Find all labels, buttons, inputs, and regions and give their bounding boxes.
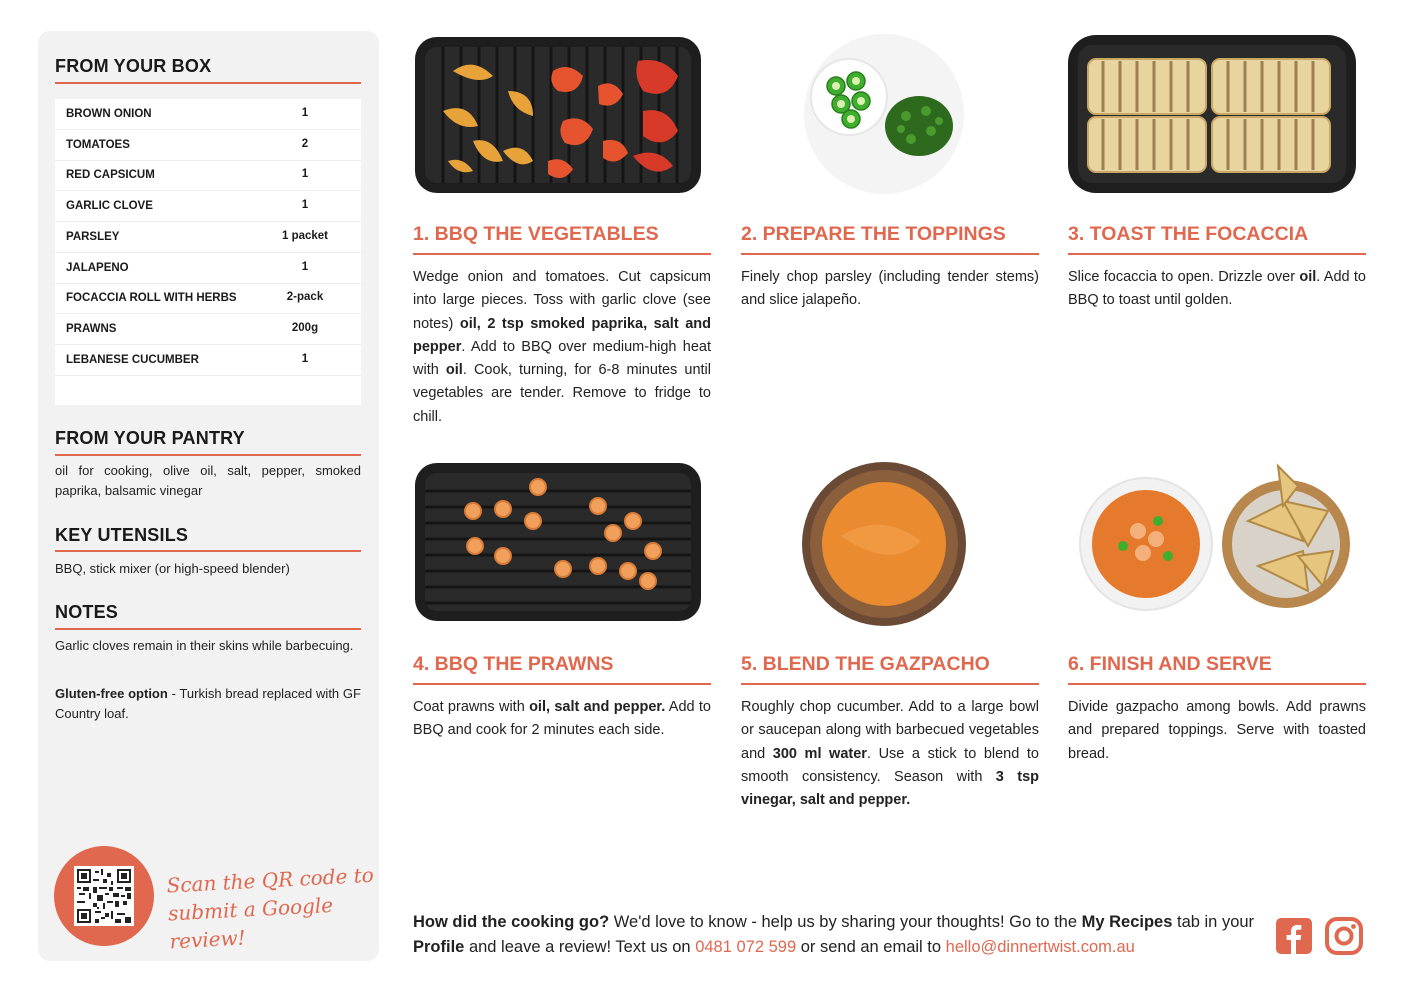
step-text-segment: Coat prawns with [413,699,530,715]
gazpacho-image [741,461,1039,631]
review-text-2: tab in your [1172,913,1255,931]
qr-caption-line2: submit a Google review! [167,892,334,954]
ingredient-quantity: 1 [301,107,309,119]
ingredient-name: JALAPENO [66,261,129,274]
step-rule [413,253,711,255]
ingredient-quantity: 200g [291,321,319,334]
review-text-1: We'd love to know - help us by sharing your thoughts! Go to the [609,913,1082,931]
note-garlic: Garlic cloves remain in their skins while barbecuing. [55,638,354,653]
note-gluten-free-label: Gluten-free option [55,686,168,701]
step-2 [741,31,1039,431]
step-3-title: 3. TOAST THE FOCACCIA [1068,223,1309,245]
step-text-bold: oil, salt and pepper. [529,699,666,715]
ingredient-name: RED CAPSICUM [66,169,155,182]
ingredient-row [55,314,361,345]
bbq-vegetables-image [413,31,711,201]
utensils-text: BBQ, stick mixer (or high-speed blender) [55,561,290,576]
ingredient-row [55,160,361,191]
step-4 [413,461,711,821]
ingredient-row [55,222,361,253]
step-5-text [741,696,1039,812]
step-text-bold: 300 ml water [772,745,867,762]
step-text-bold: 3 tsp vinegar, salt and pepper. [741,768,1040,809]
step-6 [1068,461,1366,821]
review-text-3: and leave a review! Text us on [464,938,696,956]
email-link[interactable]: hello@dinnertwist.com.au [945,938,1135,956]
ingredient-row [55,99,361,130]
step-rule [1068,253,1366,255]
step-text-segment: Slice focaccia to open. Drizzle over [1068,269,1300,285]
step-1-title: 1. BBQ THE VEGETABLES [413,223,659,245]
step-2-text [741,266,1039,313]
step-text-segment: Add to BBQ and cook for 2 minutes each side. [413,699,711,739]
step-4-text [413,696,711,743]
phone-number-link[interactable]: 0481 072 599 [695,938,797,956]
review-text-4: or send an email to [796,938,946,956]
ingredient-row [55,283,361,314]
ingredient-quantity: 1 packet [281,229,329,242]
step-rule [413,683,711,685]
ingredient-row [55,345,361,376]
toast-focaccia-image [1068,31,1366,201]
qr-code-icon [77,869,131,923]
note-gluten-free [55,684,361,724]
step-text-segment: . Add to BBQ over medium-high heat with [413,338,711,379]
step-rule [1068,683,1366,685]
ingredient-quantity: 1 [301,260,309,273]
heading-rule [55,550,361,552]
step-5 [741,461,1039,821]
ingredient-quantity: 1 [301,168,309,181]
step-text-segment: . Use a stick to blend to smooth consistency. Season with [741,745,1039,785]
heading-rule [55,628,361,630]
step-text-segment: Roughly chop cucumber. Add to a large bowl or saucepan along with barbecued vegetables and [741,699,1039,762]
review-question: How did the cooking go? [413,913,610,931]
step-text-segment: Finely chop parsley (including tender stems) and slice jalapeño. [741,269,1039,309]
ingredient-quantity: 1 [301,199,309,212]
ingredient-name: GARLIC CLOVE [66,200,153,213]
heading-rule [55,82,361,84]
notes-heading: NOTES [55,602,119,622]
instagram-icon[interactable] [1325,917,1363,955]
qr-code[interactable] [74,866,134,926]
step-5-title: 5. BLEND THE GAZPACHO [741,653,990,675]
from-your-box-heading: FROM YOUR BOX [55,56,212,76]
key-utensils-heading: KEY UTENSILS [55,525,189,545]
step-text-segment: Wedge onion and tomatoes. Cut capsicum into large pieces. Toss with garlic clove (see notes) [413,269,711,332]
ingredient-quantity: 2 [301,137,309,150]
step-6-text [1068,696,1366,766]
heading-rule [55,454,361,456]
step-text-bold: oil, 2 tsp smoked paprika, salt and pepper [413,315,711,355]
step-text-bold: oil [1299,269,1317,285]
ingredient-quantity: 2-pack [286,291,324,304]
ingredient-quantity: 1 [301,352,309,365]
ingredient-row [55,130,361,161]
step-rule [741,683,1039,685]
ingredient-name: TOMATOES [66,138,130,151]
sidebar [38,31,379,961]
from-your-pantry-heading: FROM YOUR PANTRY [55,428,245,448]
ingredient-name: PRAWNS [66,322,117,335]
qr-code-badge[interactable] [54,846,154,946]
step-1-text [413,266,711,429]
step-text-segment: . Add to BBQ to toast until golden. [1068,269,1366,309]
ingredient-name: FOCACCIA ROLL WITH HERBS [66,292,237,305]
note-gluten-free-text: - Turkish bread replaced with GF Country loaf. [55,686,361,721]
facebook-icon[interactable] [1275,917,1313,955]
step-text-bold: oil [445,362,463,379]
ingredient-row [55,191,361,222]
step-rule [741,253,1039,255]
ingredient-row [55,253,361,284]
step-1 [413,31,711,431]
ingredients-table [55,99,361,405]
pantry-text: oil for cooking, olive oil, salt, pepper, smoked paprika, balsamic vinegar [55,463,361,498]
bbq-prawns-image [413,461,711,631]
finish-serve-image [1068,461,1366,631]
review-prompt [413,910,1263,960]
step-text-segment: . Cook, turning, for 6-8 minutes until vegetables are tender. Remove to fridge to chill. [413,362,711,425]
step-2-title: 2. PREPARE THE TOPPINGS [741,223,1006,245]
step-6-title: 6. FINISH AND SERVE [1068,653,1272,675]
step-3 [1068,31,1366,431]
step-3-text [1068,266,1366,313]
step-4-title: 4. BBQ THE PRAWNS [413,653,614,675]
step-text-segment: Divide gazpacho among bowls. Add prawns and prepared toppings. Serve with toasted bread. [1068,699,1366,762]
profile-label: Profile [413,938,465,956]
qr-caption-line1: Scan the QR code to [166,862,375,898]
ingredient-name: LEBANESE CUCUMBER [66,353,199,366]
ingredient-name: PARSLEY [66,230,120,243]
my-recipes-label: My Recipes [1081,913,1173,931]
qr-caption [166,861,381,956]
toppings-image [741,31,1039,201]
ingredient-name: BROWN ONION [66,108,152,120]
